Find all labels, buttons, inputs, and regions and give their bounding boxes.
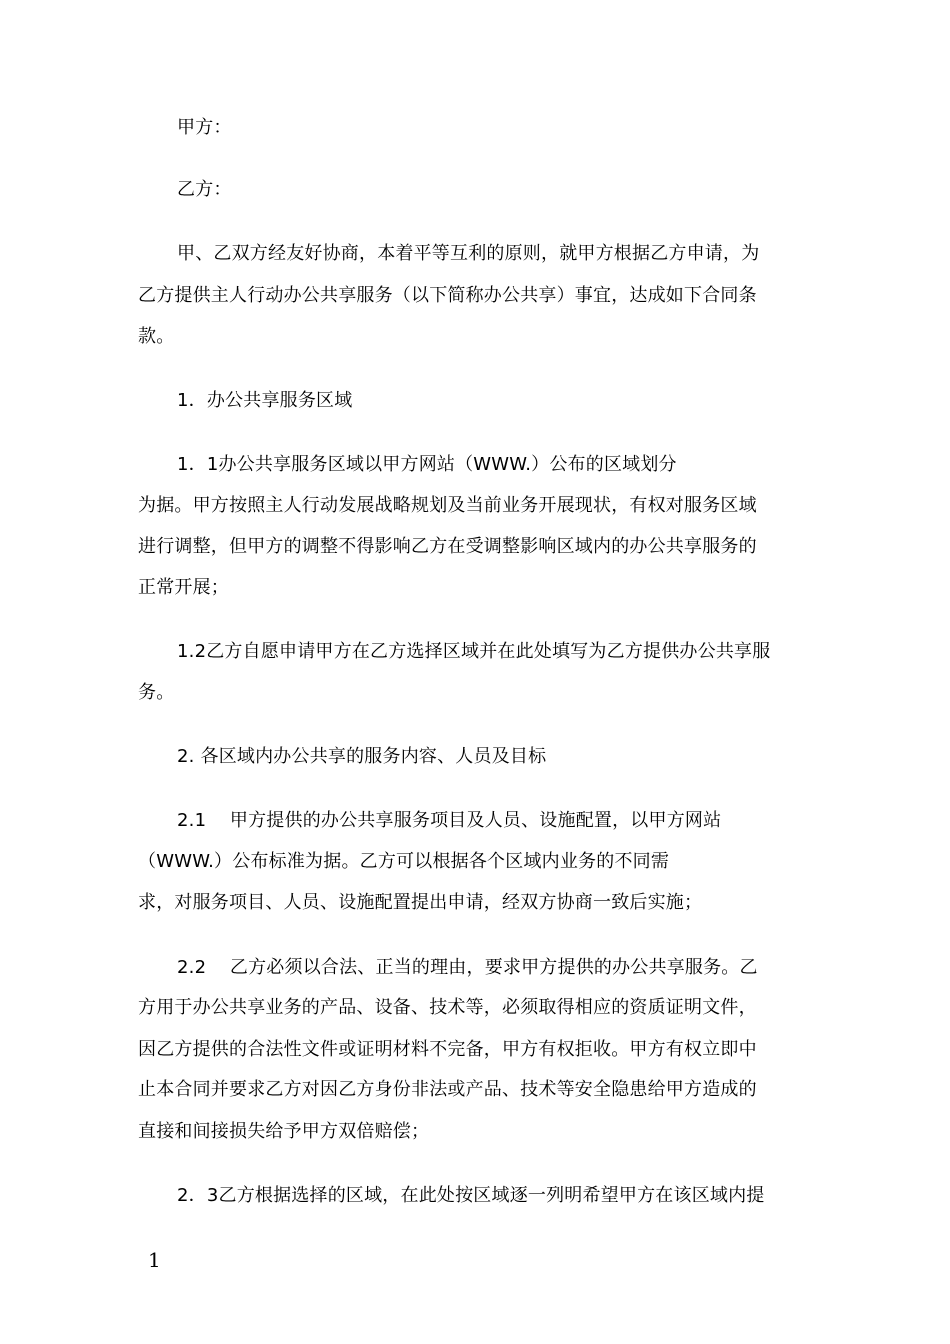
clause-2-2-line: 因乙方提供的合法性文件或证明材料不完备，甲方有权拒收。甲方有权立即中 <box>138 1039 757 1060</box>
clause-1-1-line: 1．1办公共享服务区域以甲方网站（WWW.）公布的区域划分 <box>177 454 677 475</box>
page-number: 1 <box>148 1248 161 1272</box>
clause-1-2-line: 1.2乙方自愿申请甲方在乙方选择区域并在此处填写为乙方提供办公共享服 <box>177 641 771 662</box>
intro-line: 乙方提供主人行动办公共享服务（以下简称办公共享）事宜，达成如下合同条 <box>138 285 757 306</box>
party-a-label: 甲方： <box>177 117 232 138</box>
clause-1-1-line: 为据。甲方按照主人行动发展战略规划及当前业务开展现状，有权对服务区域 <box>138 495 757 516</box>
clause-1-1-line: 进行调整，但甲方的调整不得影响乙方在受调整影响区域内的办公共享服务的 <box>138 536 757 557</box>
clause-2-1-line: 2.1 甲方提供的办公共享服务项目及人员、设施配置，以甲方网站 <box>177 810 722 831</box>
clause-2-1-line: 求，对服务项目、人员、设施配置提出申请，经双方协商一致后实施； <box>138 892 703 913</box>
intro-line: 款。 <box>138 326 175 347</box>
clause-2-2-line: 2.2 乙方必须以合法、正当的理由，要求甲方提供的办公共享服务。乙 <box>177 957 758 978</box>
clause-2-1-line: （WWW.）公布标准为据。乙方可以根据各个区域内业务的不同需 <box>138 851 670 872</box>
section-2-title: 2. 各区域内办公共享的服务内容、人员及目标 <box>177 746 547 767</box>
party-b-label: 乙方： <box>177 179 232 200</box>
clause-1-1-line: 正常开展； <box>138 577 229 598</box>
clause-2-2-line: 方用于办公共享业务的产品、设备、技术等，必须取得相应的资质证明文件， <box>138 997 757 1018</box>
clause-1-2-line: 务。 <box>138 682 175 703</box>
section-1-title: 1．办公共享服务区域 <box>177 390 353 411</box>
clause-2-2-line: 止本合同并要求乙方对因乙方身份非法或产品、技术等安全隐患给甲方造成的 <box>138 1079 757 1100</box>
intro-line: 甲、乙双方经友好协商，本着平等互利的原则，就甲方根据乙方申请，为 <box>177 243 760 264</box>
clause-2-2-line: 直接和间接损失给予甲方双倍赔偿； <box>138 1121 430 1142</box>
clause-2-3-line: 2．3乙方根据选择的区域，在此处按区域逐一列明希望甲方在该区域内提 <box>177 1185 765 1206</box>
